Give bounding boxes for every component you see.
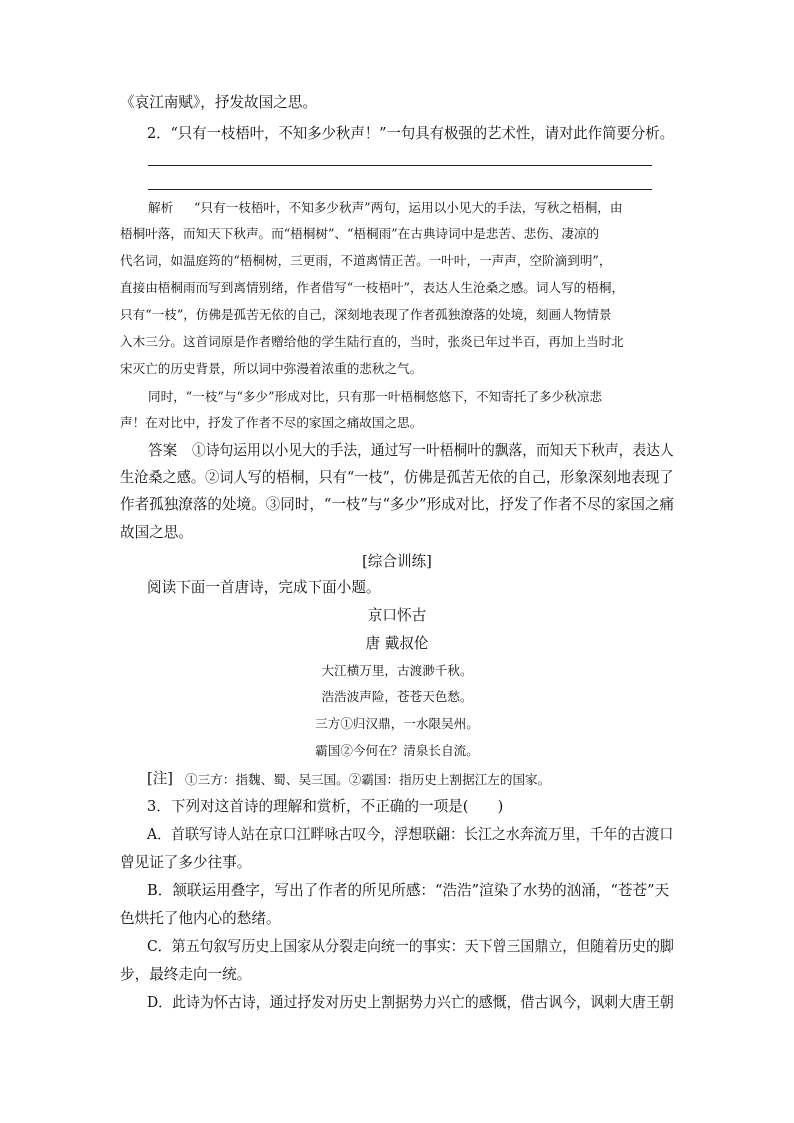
- q1-tail-text: 《哀江南赋》，抒发故国之思。: [120, 94, 318, 111]
- section-title: [综合训练]: [362, 553, 432, 570]
- option-a: A．首联写诗人站在京口江畔咏古叹今，浮想联翩：长江之水奔流万里，千年的古渡口: [147, 826, 674, 843]
- poem-line: 三方①归汉鼎，一水限吴州。: [315, 716, 479, 731]
- answer-line: 作者孤独潦落的处境。③同时，“一枝”与“多少”形成对比，抒发了作者不尽的家国之痛: [120, 496, 675, 513]
- analysis-line: 只有“一枝”，仿佛是孤苦无依的自己，深刻地表现了作者孤独潦落的处境，刻画人物情景: [120, 307, 612, 322]
- poem-title: 京口怀古: [367, 607, 427, 624]
- answer-line-2: [148, 189, 652, 190]
- analysis-line: 同时，“一枝”与“多少”形成对比，只有那一叶梧桐悠悠下，不知寄托了多少秋凉悲: [148, 389, 602, 404]
- option-b-cont: 色烘托了他内心的愁绪。: [120, 910, 281, 927]
- answer-line: ①诗句运用以小见大的手法，通过写一叶梧桐叶的飘落，而知天下秋声，表达人: [192, 442, 674, 459]
- note-text: ①三方：指魏、蜀、吴三国。②霸国：指历史上割据江左的国家。: [185, 772, 551, 787]
- option-d: D．此诗为怀古诗，通过抒发对历史上割据势力兴亡的感慨，借古讽今，讽刺大唐王朝: [147, 994, 674, 1011]
- answer-label: 答案: [148, 442, 178, 459]
- answer-line-1: [148, 165, 652, 166]
- analysis-line: 直接由梧桐雨而写到离情别绪，作者借写“一枝梧叶”，表达人生沧桑之感。词人写的梧桐，: [120, 280, 625, 295]
- answer-line: 生沧桑之感。②词人写的梧桐，只有“一枝”，仿佛是孤苦无依的自己，形象深刻地表现了: [120, 469, 674, 486]
- poem-author: 唐 戴叔伦: [365, 635, 429, 652]
- poem-line: 浩浩波声险，苍苍天色愁。: [321, 689, 473, 704]
- option-c-cont: 步，最终走向一统。: [120, 966, 252, 983]
- analysis-line: 入木三分。这首词原是作者赠给他的学生陆行直的，当时，张炎已年过半百，再加上当时北: [120, 334, 624, 349]
- option-b: B．颔联运用叠字，写出了作者的所见所感：“浩浩”渲染了水势的汹涌，“苍苍”天: [147, 882, 670, 899]
- option-a-cont: 曾见证了多少往事。: [120, 854, 252, 871]
- note-label: [注]: [147, 770, 173, 787]
- answer-line: 故国之思。: [120, 524, 193, 541]
- option-c: C．第五句叙写历史上国家从分裂走向统一的事实：天下曾三国鼎立，但随着历史的脚: [147, 938, 674, 955]
- analysis-line: 宋灭亡的历史背景，所以词中弥漫着浓重的悲秋之气。: [120, 361, 423, 376]
- analysis-line: 声！在对比中，抒发了作者不尽的家国之痛故国之思。: [120, 415, 423, 430]
- reading-intro: 阅读下面一首唐诗，完成下面小题。: [147, 579, 381, 596]
- poem-line: 大江横万里，古渡渺千秋。: [321, 663, 473, 678]
- analysis-line: 代名词，如温庭筠的“梧桐树，三更雨，不道离情正苦。一叶叶，一声声，空阶滴到明”，: [120, 253, 612, 268]
- question-3-stem: 3．下列对这首诗的理解和赏析，不正确的一项是( ): [147, 798, 504, 815]
- question-2-prompt: 2．“只有一枝梧叶，不知多少秋声！”一句具有极强的艺术性，请对此作简要分析。: [147, 125, 674, 142]
- analysis-line: 梧桐叶落，而知天下秋声。而“梧桐树”、“梧桐雨”在古典诗词中是悲苦、悲伤、凄凉的: [120, 226, 600, 241]
- analysis-label: 解析: [148, 200, 174, 215]
- analysis-line: “只有一枝梧叶，不知多少秋声”两句，运用以小见大的手法，写秋之梧桐，由: [194, 200, 623, 215]
- poem-line: 霸国②今何在？清泉长自流。: [315, 743, 479, 758]
